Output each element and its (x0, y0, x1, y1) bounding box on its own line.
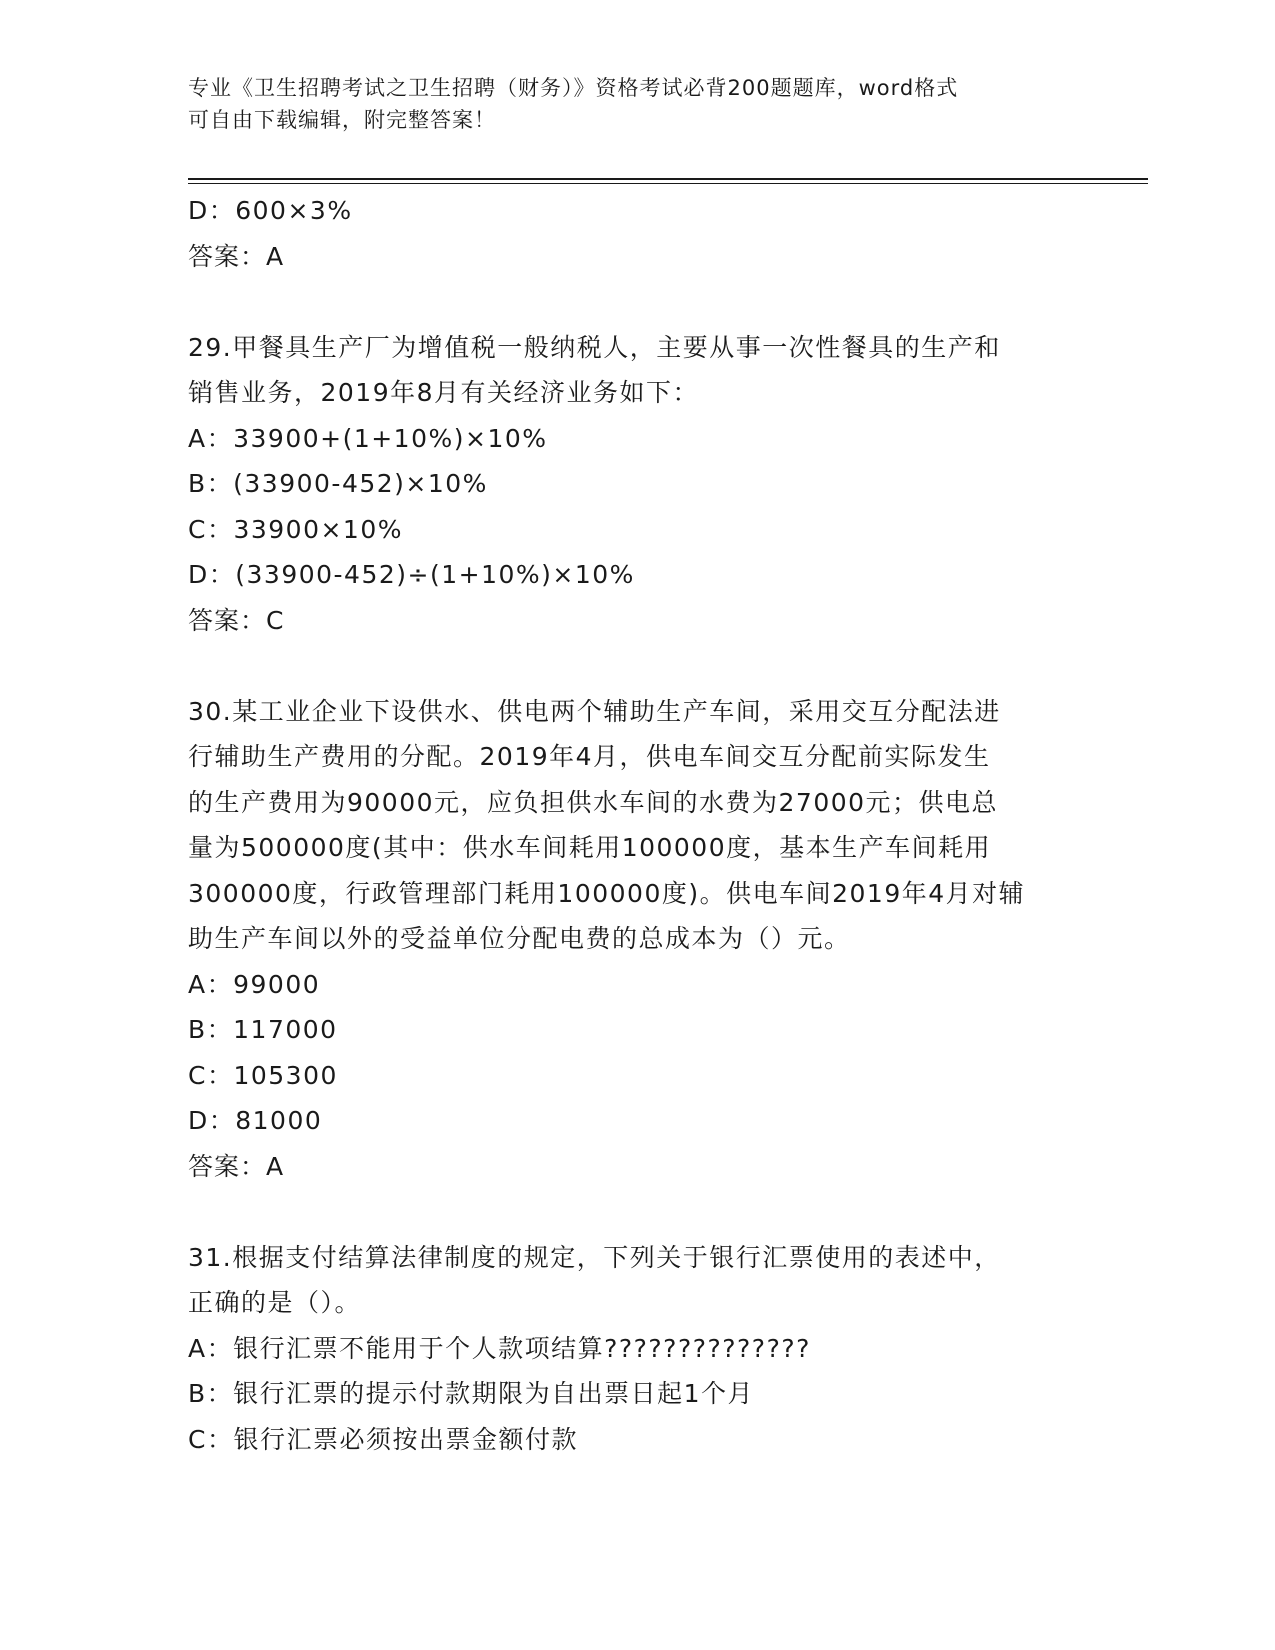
question-line: C：33900×10% (188, 514, 403, 544)
question-block (188, 1235, 1088, 1463)
header-divider-thick (188, 178, 1148, 180)
question-line: A：33900+(1+10%)×10% (188, 423, 548, 453)
question-line: 量为500000度(其中：供水车间耗用100000度，基本生产车间耗用 (188, 833, 992, 862)
header-divider-thin (188, 183, 1148, 184)
block-spacer (188, 643, 1088, 689)
question-line: D：(33900-452)÷(1+10%)×10% (188, 560, 635, 589)
question-block (188, 325, 1088, 644)
block-spacer (188, 1189, 1088, 1235)
answer-line: 答案：A (188, 241, 285, 271)
question-line: 助生产车间以外的受益单位分配电费的总成本为（）元。 (188, 924, 851, 953)
question-line: 行辅助生产费用的分配。2019年4月，供电车间交互分配前实际发生 (188, 742, 991, 771)
question-line: C：银行汇票必须按出票金额付款 (188, 1424, 578, 1454)
header-line-2: 可自由下载编辑，附完整答案！ (188, 108, 496, 132)
question-line: B：117000 (188, 1015, 338, 1044)
question-block (188, 188, 1088, 279)
block-spacer (188, 279, 1088, 325)
answer-line: 答案：A (188, 1151, 285, 1181)
answer-line: 答案：C (188, 605, 285, 635)
question-line: 的生产费用为90000元，应负担供水车间的水费为27000元；供电总 (188, 787, 999, 817)
question-line: A：银行汇票不能用于个人款项结算?????????????? (188, 1333, 811, 1363)
header-line-1: 专业《卫生招聘考试之卫生招聘（财务）》资格考试必背200题题库，word格式 (188, 76, 959, 100)
question-line: 29.甲餐具生产厂为增值税一般纳税人，主要从事一次性餐具的生产和 (188, 332, 1001, 362)
question-block (188, 689, 1088, 1190)
document-header (188, 72, 1088, 136)
question-line: 正确的是（）。 (188, 1288, 362, 1317)
question-line: A：99000 (188, 969, 321, 999)
question-line: B：银行汇票的提示付款期限为自出票日起1个月 (188, 1379, 755, 1408)
question-line: 31.根据支付结算法律制度的规定，下列关于银行汇票使用的表述中， (188, 1242, 1001, 1272)
question-list (188, 188, 1088, 1462)
question-line: 30.某工业企业下设供水、供电两个辅助生产车间，采用交互分配法进 (188, 696, 1001, 726)
question-line: D：81000 (188, 1106, 323, 1135)
question-line: 300000度，行政管理部门耗用100000度)。供电车间2019年4月对辅 (188, 878, 1026, 908)
question-line: 销售业务，2019年8月有关经济业务如下： (188, 378, 700, 407)
question-line: D：600×3% (188, 196, 353, 225)
question-line: B：(33900-452)×10% (188, 469, 488, 498)
question-line: C：105300 (188, 1060, 338, 1090)
